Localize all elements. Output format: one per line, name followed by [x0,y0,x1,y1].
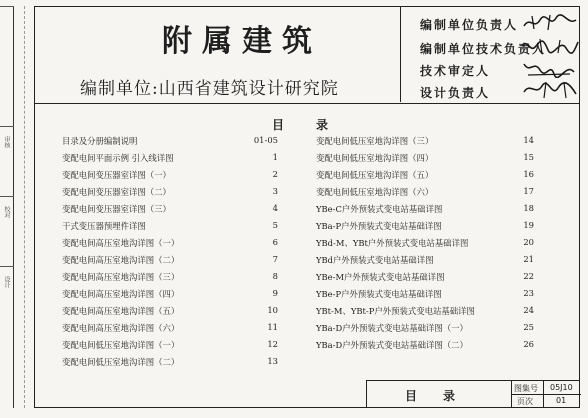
toc-entry-title: 变配电间低压室地沟详图（二） [62,357,180,367]
toc-entry-title: 变配电间低压室地沟详图（六） [316,187,434,197]
toc-entry-page: 13 [267,356,278,366]
toc-entry-page: 15 [523,152,534,162]
title-block-main-right: 录 [443,389,464,403]
toc-entry [316,203,534,219]
toc-entry-page: 10 [267,305,278,315]
toc-entry-title: YBe-P户外预装式变电站基础详图 [316,289,442,299]
toc-entry-page: 21 [523,254,534,264]
toc-entry-page: 6 [272,237,278,247]
toc-entry-page: 7 [272,254,278,264]
toc-entry-title: YBt-M、YBt-P户外预装式变电站基础详图 [316,306,475,316]
toc-entry-title: 变配电间高压室地沟详图（六） [62,323,180,333]
toc-entry [62,339,278,355]
toc-entry-title: YBd户外预装式变电站基础详图 [316,255,434,265]
atlas-number-label: 图集号 [514,384,538,393]
header-block [34,6,580,104]
signature-2 [520,36,580,56]
toc-entry-page: 01-05 [253,135,278,145]
toc-entry-title: YBa-D户外预装式变电站基础详图（一） [316,323,468,333]
toc-entry-page: 9 [272,288,278,298]
title-block-main-left: 目 [405,389,426,403]
toc-entry [62,322,278,338]
margin-label-check: 校对 [3,206,10,218]
signature-1 [520,12,580,32]
toc-entry [316,254,534,270]
toc-entry-title: 目录及分册编制说明 [62,136,138,146]
page-title: 附属建筑 [162,24,322,59]
toc-entry [62,135,278,151]
organization-line: 编制单位:山西省建筑设计研究院 [80,79,339,99]
toc-entry-page: 2 [272,169,278,179]
toc-title-right: 录 [316,118,329,132]
responsible-label-2: 编制单位技术负责人 [420,42,547,56]
toc-entry-page: 22 [523,271,534,281]
toc-entry-page: 3 [272,186,278,196]
margin-label-design: 设计 [3,276,10,288]
toc-entry-page: 26 [523,339,534,349]
toc-entry [62,186,278,202]
atlas-number-value: 05J10 [550,383,573,392]
toc-entry [316,237,534,253]
toc-entry-page: 1 [272,152,278,162]
responsible-label-1: 编制单位负责人 [420,18,519,32]
toc-entry [316,220,534,236]
toc-entry-page: 4 [272,203,278,213]
toc-title-left: 目 [272,118,285,132]
toc-entry [316,288,534,304]
toc-entry-title: 变配电间高压室地沟详图（一） [62,238,180,248]
toc-entry-page: 19 [523,220,534,230]
toc-entry [316,339,534,355]
toc-entry [62,305,278,321]
toc-entry-page: 8 [272,271,278,281]
toc-entry-page: 24 [523,305,534,315]
page-number-value: 01 [556,396,567,405]
toc-entry [316,186,534,202]
toc-entry [316,271,534,287]
title-block [366,380,580,408]
toc-entry-title: 变配电间变压器室详图（三） [62,204,171,214]
toc-entry-title: 变配电间变压器室详图（二） [62,187,171,197]
toc-entry [62,356,278,372]
toc-entry-page: 25 [523,322,534,332]
toc-entry-page: 16 [523,169,534,179]
toc-entry-page: 23 [523,288,534,298]
page-number-label: 页次 [517,397,533,406]
toc-entry-title: YBd-M、YBt户外预装式变电站基础详图 [316,238,469,248]
toc-entry [316,152,534,168]
responsible-label-4: 设计负责人 [420,86,491,100]
toc-entry [62,271,278,287]
toc-entry-page: 18 [523,203,534,213]
toc-entry [316,135,534,151]
toc-entry-title: 变配电间高压室地沟详图（五） [62,306,180,316]
toc-entry [316,322,534,338]
toc-entry-title: 变配电间高压室地沟详图（二） [62,255,180,265]
toc-entry-page: 17 [523,186,534,196]
toc-entry-title: YBe-C户外预装式变电站基础详图 [316,204,443,214]
toc-entry-page: 12 [267,339,278,349]
toc-entry-title: 变配电间低压室地沟详图（三） [316,136,434,146]
toc-entry [316,169,534,185]
toc-entry [62,220,278,236]
toc-entry-title: 干式变压器预埋件详图 [62,221,146,231]
header-divider [400,6,401,102]
toc-entry-page: 20 [523,237,534,247]
toc-entry-title: 变配电间平面示例 引入线详图 [62,153,174,163]
signature-4 [520,80,580,100]
toc-entry [62,254,278,270]
toc-entry [62,152,278,168]
toc-entry-title: 变配电间高压室地沟详图（三） [62,272,180,282]
toc-entry-title: 变配电间高压室地沟详图（四） [62,289,180,299]
toc-entry-page: 5 [272,220,278,230]
toc-entry-title: YBa-P户外预装式变电站基础详图 [316,221,442,231]
toc-entry-title: YBa-D户外预装式变电站基础详图（二） [316,340,468,350]
toc-entry [62,288,278,304]
binding-cut-line [24,6,25,408]
toc-entry [62,169,278,185]
toc-entry-title: YBe-M户外预装式变电站基础详图 [316,272,445,282]
binding-margin-strip [0,6,14,408]
signature-3 [520,58,580,78]
toc-entry [62,203,278,219]
toc-entry-title: 变配电间变压器室详图（一） [62,170,171,180]
toc-entry-title: 变配电间低压室地沟详图（一） [62,340,180,350]
responsible-label-3: 技术审定人 [420,64,491,78]
toc-entry-title: 变配电间低压室地沟详图（五） [316,170,434,180]
margin-label-review: 审核 [3,136,10,148]
toc-entry [62,237,278,253]
toc-entry-page: 14 [523,135,534,145]
toc-entry [316,305,534,321]
toc-entry-page: 11 [267,322,278,332]
toc-entry-title: 变配电间低压室地沟详图（四） [316,153,434,163]
